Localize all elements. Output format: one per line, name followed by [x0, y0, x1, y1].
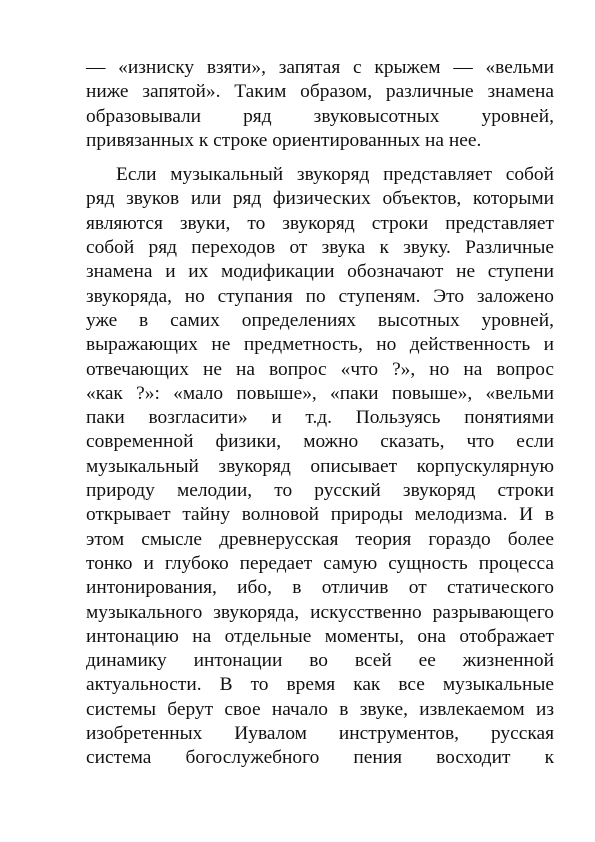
- text-line: привязанных к строке ориентированных на нее.: [86, 129, 482, 151]
- text-line: тонко и глубоко передает самую сущность процесса: [86, 552, 554, 574]
- text-line: системы берут свое начало в звуке, извлекаемом из: [86, 698, 554, 720]
- paragraph-spacing: [86, 153, 554, 163]
- text-line: выражающих не предметность, но действенность и: [86, 334, 554, 356]
- text-line: паки возгласити» и т.д. Пользуясь понятиями: [86, 407, 554, 429]
- text-line: ниже запятой». Таким образом, различные знамена: [86, 81, 554, 103]
- text-line: являются звуки, то звукоряд строки представляет: [86, 212, 554, 234]
- text-line: интонирования, ибо, в отличив от статического: [86, 577, 554, 599]
- text-line: музыкального звукоряда, искусственно разрывающего: [86, 601, 554, 623]
- text-line: — «изниску взяти», запятая с крыжем — «вельми: [86, 57, 554, 78]
- text-line: знамена и их модификации обозначают не ступени: [86, 261, 554, 283]
- text-line: актуальности. В то время как все музыкальные: [86, 674, 554, 696]
- text-line: уже в самих определениях высотных уровней,: [86, 309, 554, 331]
- text-line: современной физики, можно сказать, что если: [86, 431, 554, 453]
- text-line: музыкальный звукоряд описывает корпускулярную: [86, 455, 554, 477]
- text-line: интонацию на отдельные моменты, она отображает: [86, 625, 554, 647]
- paragraph-1: [86, 56, 554, 153]
- text-line: звукоряда, но ступания по ступеням. Это заложено: [86, 285, 554, 307]
- text-line: динамику интонации во всей ее жизненной: [86, 650, 554, 672]
- text-line: образовывали ряд звуковысотных уровней,: [86, 105, 554, 127]
- text-line: отвечающих не на вопрос «что ?», но на вопрос: [86, 358, 554, 380]
- body-text: [86, 56, 554, 771]
- text-line: «как ?»: «мало повыше», «паки повыше», «вельми: [86, 382, 554, 404]
- text-line: природу мелодии, то русский звукоряд строки: [86, 480, 554, 502]
- text-line: ряд звуков или ряд физических объектов, которыми: [86, 188, 554, 210]
- text-line: Если музыкальный звукоряд представляет собой: [116, 164, 554, 186]
- text-line: изобретенных Иувалом инструментов, русская: [86, 723, 554, 745]
- text-line: система богослужебного пения восходит к: [86, 747, 554, 769]
- text-line: открывает тайну волновой природы мелодизма. И в: [86, 504, 554, 526]
- paragraph-2: [86, 163, 554, 770]
- text-line: собой ряд переходов от звука к звуку. Различные: [86, 237, 554, 259]
- text-line: этом смысле древнерусская теория гораздо более: [86, 528, 554, 550]
